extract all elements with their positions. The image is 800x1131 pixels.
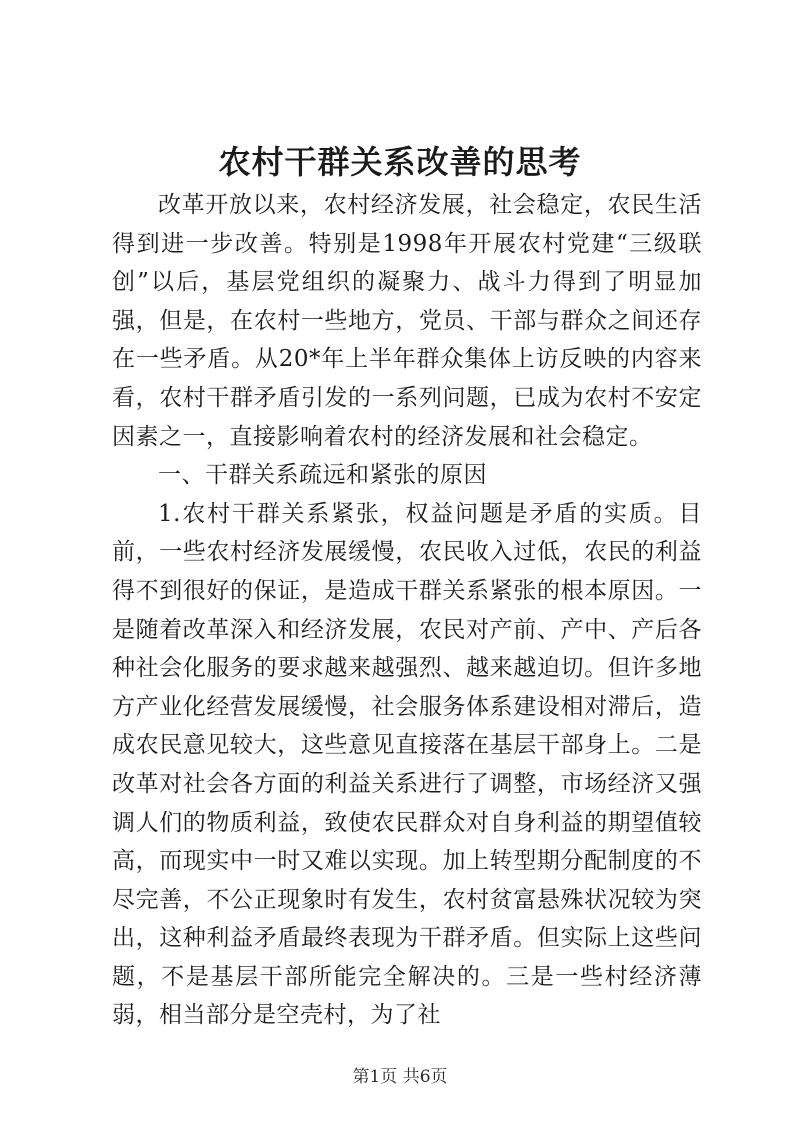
intro-paragraph: 改革开放以来，农村经济发展，社会稳定，农民生活得到进一步改善。特别是1998年开展农村党建“三级联创”以后，基层党组织的凝聚力、战斗力得到了明显加强，但是，在农村一些地方，党员、干部与群众之间还存在一些矛盾。从20*年上半年群众集体上访反映的内容来看，农村干群矛盾引发的一系列问题，已成为农村不安定因素之一，直接影响着农村的经济发展和社会稳定。 <box>112 192 702 450</box>
page-footer: 第1页 共6页 <box>352 1067 448 1087</box>
document-title: 农村干群关系改善的思考 <box>218 143 582 181</box>
section-paragraph: 1.农村干群关系紧张，权益问题是矛盾的实质。目前，一些农村经济发展缓慢，农民收入过低，农民的利益得不到很好的保证，是造成干群关系紧张的根本原因。一是随着改革深入和经济发展，农民对产前、产中、产后各种社会化服务的要求越来越强烈、越来越迫切。但许多地方产业化经营发展缓慢，社会服务体系建设相对滞后，造成农民意见较大，这些意见直接落在基层干部身上。二是改革对社会各方面的利益关系进行了调整，市场经济又强调人们的物质利益，致使农民群众对自身利益的期望值较高，而现实中一时又难以实现。加上转型期分配制度的不尽完善，不公正现象时有发生，农村贫富悬殊状况较为突出，这种利益矛盾最终表现为干群矛盾。但实际上这些问题，不是基层干部所能完全解决的。三是一些村经济薄弱，相当部分是空壳村，为了社 <box>112 500 702 1029</box>
section-heading: 一、干群关系疏远和紧张的原因 <box>158 462 487 489</box>
document-body <box>112 186 702 1035</box>
